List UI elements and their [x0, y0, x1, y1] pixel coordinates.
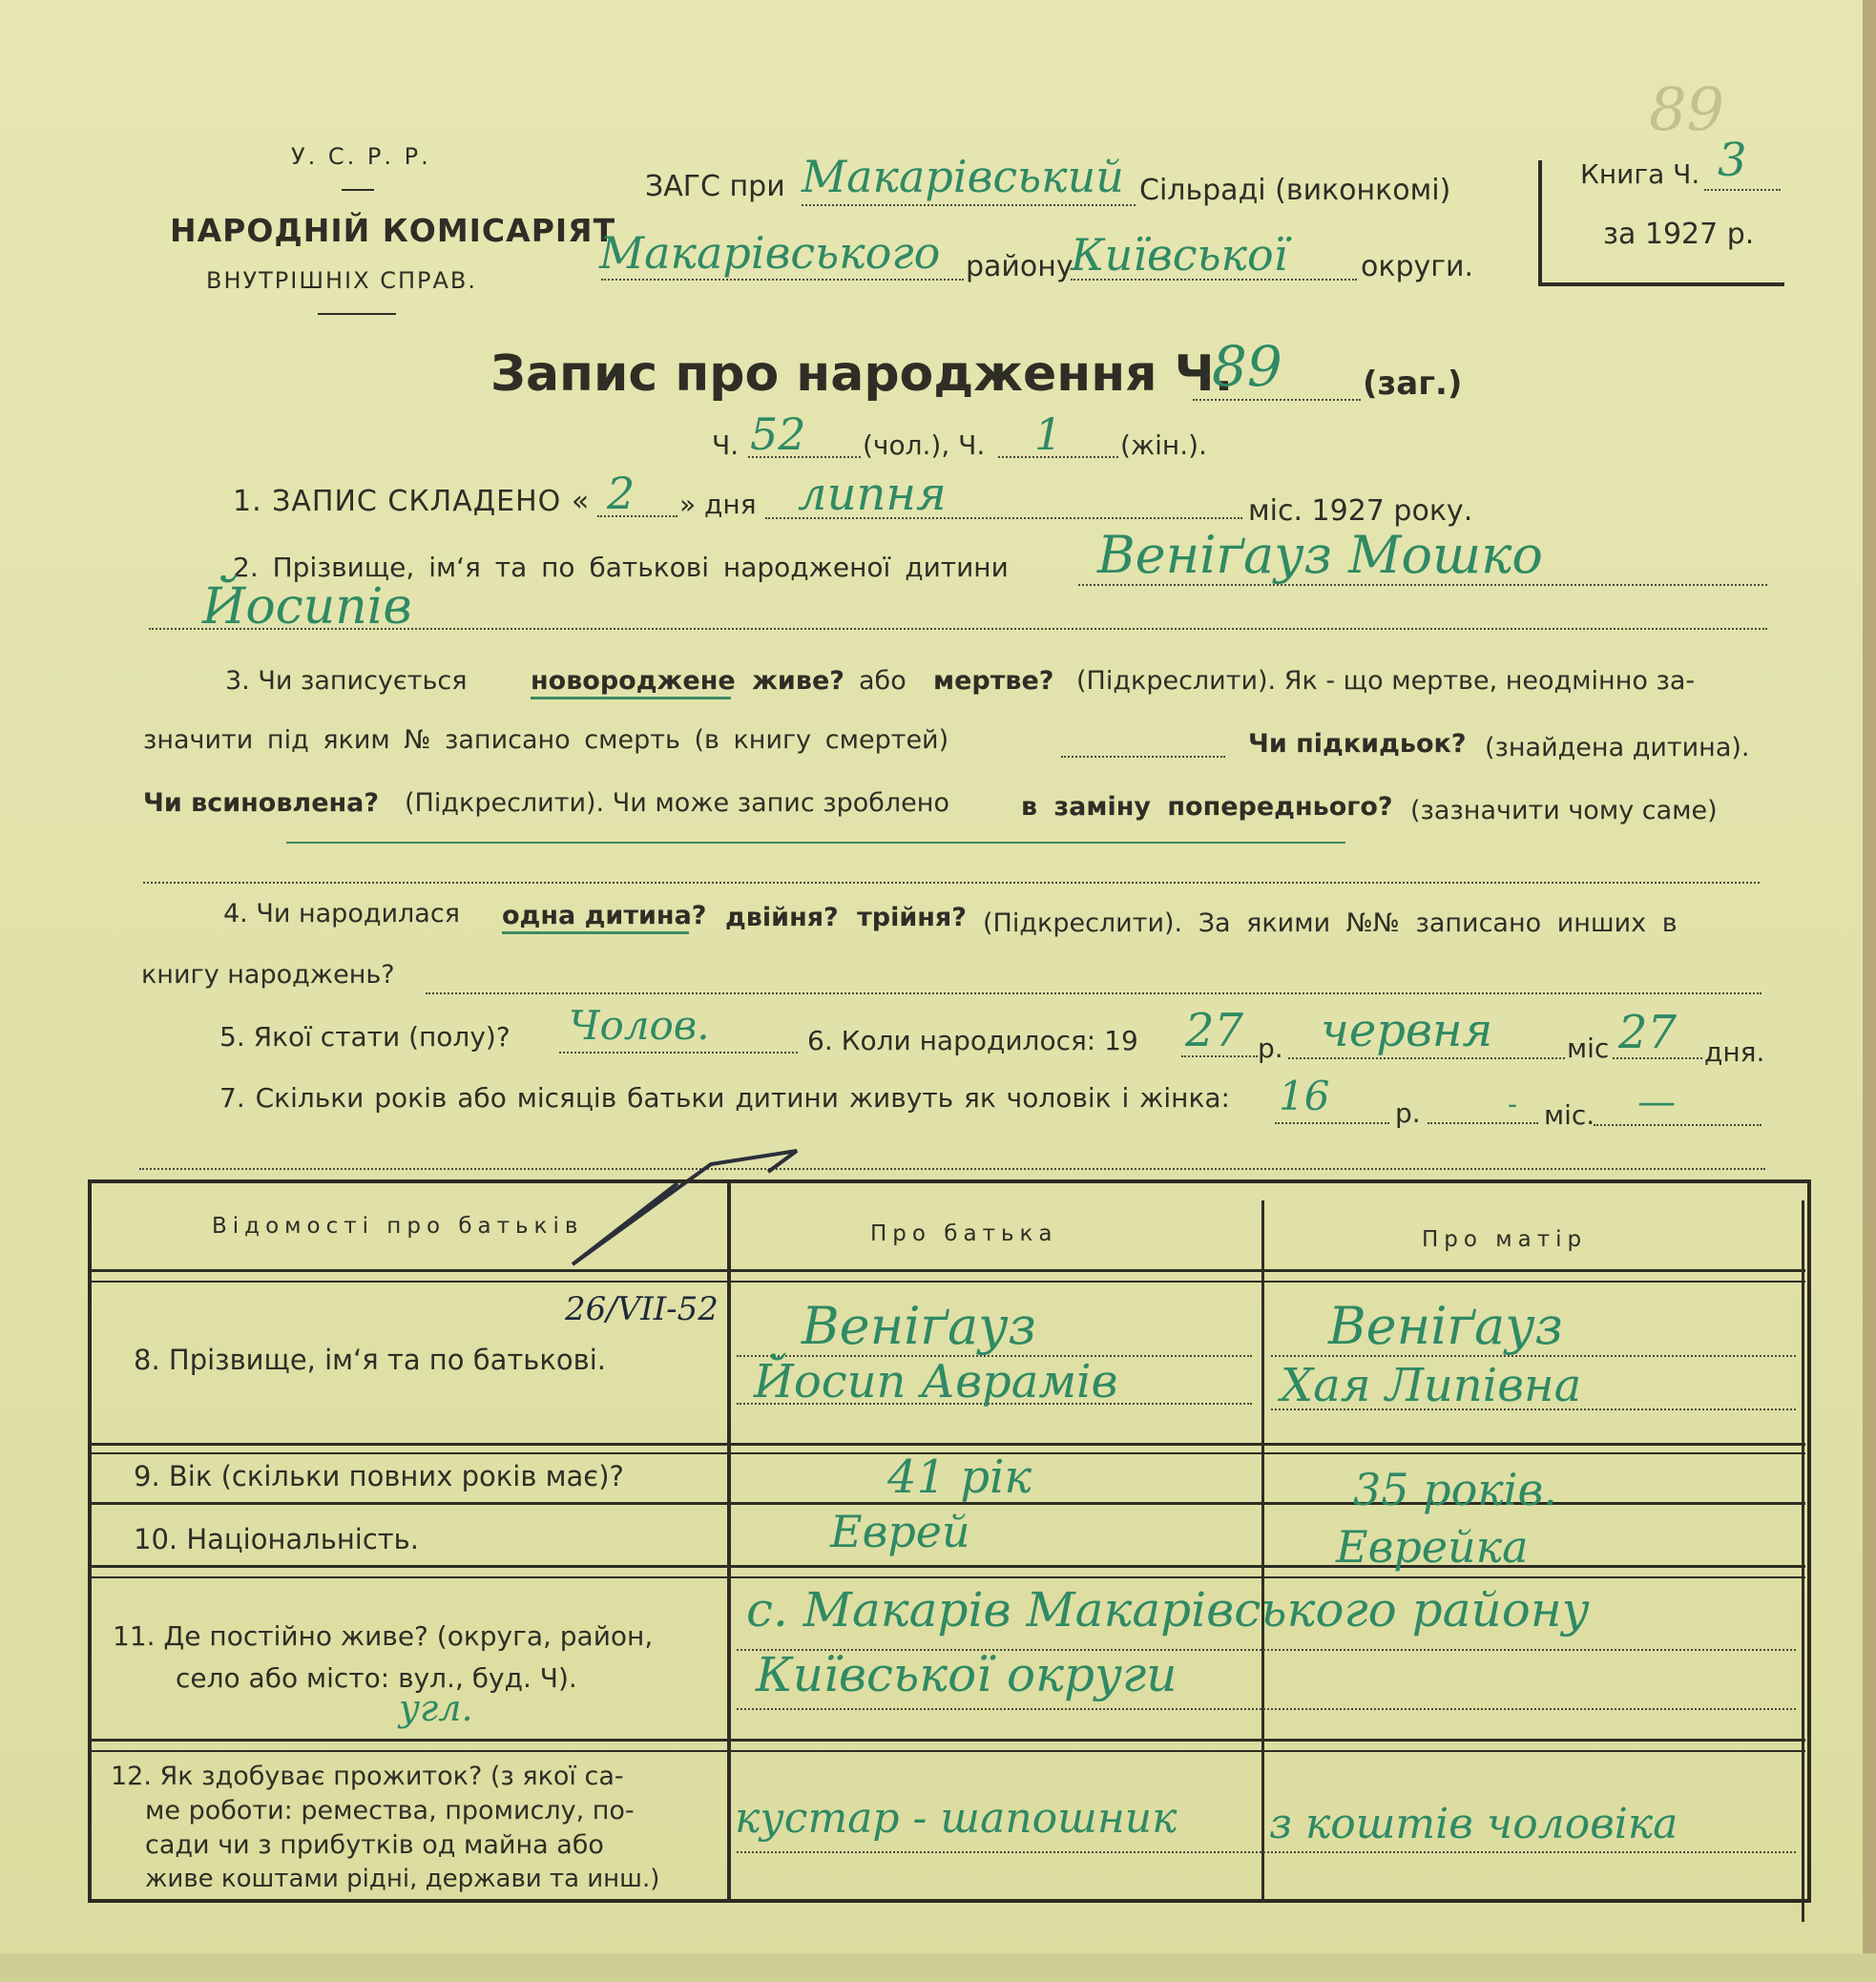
- mother-surname: Веніґауз: [1328, 1296, 1564, 1356]
- item7-label: 7. Скільки років або місяців батьки дитини живуть як чоловік і жінка:: [219, 1082, 1230, 1114]
- item3-end-line: [143, 882, 1760, 884]
- row8-label: 8. Прізвище, ім‘я та по батькові.: [134, 1344, 606, 1376]
- item3-l2c: (знайдена дитина).: [1485, 733, 1750, 762]
- item3-l3c: в заміну попереднього?: [1021, 792, 1393, 822]
- one-child-underline: [502, 931, 689, 934]
- father-nationality: Еврей: [830, 1506, 970, 1557]
- okruga-handwritten: Київської: [1071, 229, 1288, 281]
- item7-years: 16: [1279, 1073, 1330, 1119]
- item7-mis: міс.: [1544, 1099, 1595, 1131]
- item3-l1a: 3. Чи записується: [225, 666, 468, 696]
- item3-l1c: або: [859, 666, 907, 696]
- item7-dash-line: [1594, 1124, 1761, 1126]
- table-col-div2: [1261, 1200, 1264, 1903]
- item2-label: 2. Прізвище, ім‘я та по батькові народженої дитини: [233, 552, 1009, 583]
- item3-death-line: [1061, 756, 1225, 758]
- child-name-line1: Веніґауз Мошко: [1097, 525, 1543, 585]
- table-row-rule-11b: [92, 1750, 1805, 1752]
- book-label: Книга Ч.: [1580, 158, 1700, 190]
- mother-nationality: Еврейка: [1336, 1521, 1529, 1573]
- item5-label: 5. Якої стати (полу)?: [219, 1021, 511, 1053]
- previous-underline: [286, 842, 1345, 844]
- item3-l2a: значити під яким № записано смерть (в книгу смертей): [143, 725, 949, 755]
- archive-number: 89: [1649, 74, 1724, 144]
- col-header-parents: Відомості про батьків: [212, 1214, 584, 1239]
- item6-r: р.: [1258, 1033, 1283, 1064]
- row11-label-l2: село або місто: вул., буд. Ч).: [176, 1662, 577, 1694]
- father-occupation: кустар - шапошник: [735, 1794, 1178, 1843]
- mother-occupation: з коштів чоловіка: [1269, 1800, 1678, 1848]
- item3-l2b: Чи підкидьок?: [1248, 729, 1467, 759]
- item6-mis: міс: [1567, 1033, 1610, 1064]
- item5-value: Чолов.: [569, 1002, 710, 1049]
- row11-label-l1: 11. Де постійно живе? (округа, район,: [113, 1620, 654, 1652]
- item4-l1c: двійня? трійня?: [725, 903, 967, 932]
- col-header-father: Про батька: [870, 1221, 1058, 1246]
- book-number: 3: [1718, 134, 1747, 187]
- item6-month-line: [1288, 1057, 1565, 1059]
- living-dotline: [737, 1851, 1796, 1853]
- father-age: 41 рік: [887, 1450, 1032, 1504]
- father-surname: Веніґауз: [802, 1296, 1037, 1356]
- item3-l1e: (Підкреслити). Як - що мертве, неодмінно за-: [1076, 666, 1696, 696]
- item4-l1a: 4. Чи народилася: [223, 899, 460, 928]
- item6-dnya: дня.: [1704, 1036, 1765, 1068]
- item6-label: 6. Коли народилося: 19: [807, 1025, 1138, 1056]
- header-dash: [342, 189, 374, 191]
- record-number: 89: [1212, 334, 1282, 399]
- table-row-rule-10: [92, 1565, 1805, 1568]
- child-name-line2: Йосипів: [202, 578, 412, 636]
- internal-affairs-label: ВНУТРІШНІХ СПРАВ.: [206, 267, 477, 294]
- sub-ch-label: Ч.: [712, 429, 740, 461]
- row9-label: 9. Вік (скільки повних років має)?: [134, 1460, 624, 1492]
- item1-day: 2: [607, 468, 636, 519]
- item5-line: [559, 1052, 798, 1054]
- alive-underline: [531, 697, 731, 699]
- item3-l3b: (Підкреслити). Чи може запис зроблено: [405, 788, 949, 818]
- item7-years-line: [1275, 1122, 1389, 1124]
- item3-l1d: мертве?: [933, 666, 1054, 696]
- rayon-line: [601, 279, 964, 281]
- item7-end-line: [139, 1168, 1765, 1170]
- table-row-rule-11: [92, 1739, 1805, 1742]
- row12-label-l3: сади чи з прибутків од майна або: [145, 1830, 604, 1860]
- item7-dash: —: [1637, 1080, 1676, 1124]
- page-bottom-edge: [0, 1953, 1876, 1982]
- mother-age: 35 років.: [1353, 1464, 1557, 1515]
- row10-label: 10. Національність.: [134, 1523, 419, 1555]
- silradi-label: Сільраді (виконкомі): [1139, 174, 1451, 207]
- zags-line: [802, 204, 1136, 206]
- residence-line2: Київської округи: [756, 1647, 1178, 1702]
- table-col-div1: [727, 1183, 731, 1903]
- rayon-handwritten: Макарівського: [599, 227, 941, 279]
- table-row-rule-10b: [92, 1576, 1805, 1578]
- item1-middle: » дня: [679, 489, 757, 520]
- table-right-inner: [1802, 1200, 1804, 1922]
- item1-suffix: міс. 1927 року.: [1248, 494, 1473, 528]
- female-number: 1: [1034, 408, 1063, 460]
- col-header-mother: Про матір: [1422, 1227, 1588, 1252]
- record-title: Запис про народження Ч.: [490, 345, 1234, 403]
- father-name: Йосип Аврамів: [754, 1355, 1118, 1408]
- record-suffix: (заг.): [1363, 365, 1463, 403]
- item1-month: липня: [798, 468, 947, 521]
- item4-l1b: одна дитина?: [502, 901, 707, 930]
- table-header-rule2: [92, 1281, 1805, 1283]
- item3-l3d: (зазначити чому саме): [1410, 796, 1718, 825]
- item4-l1d: (Підкреслити). За якими №№ записано инших в: [983, 908, 1678, 938]
- commissariat-label: НАРОДНІЙ КОМІСАРІЯТ: [170, 212, 616, 249]
- male-label: (чол.), Ч.: [863, 429, 986, 461]
- zags-handwritten: Макарівський: [802, 151, 1124, 202]
- item6-month: червня: [1321, 1004, 1493, 1057]
- female-label: (жін.).: [1120, 429, 1207, 461]
- book-number-line: [1704, 189, 1781, 191]
- item3-l3a: Чи всиновлена?: [143, 788, 380, 818]
- book-box-left: [1538, 160, 1542, 284]
- okrugy-label: округи.: [1361, 250, 1474, 283]
- book-box-bottom: [1538, 282, 1784, 286]
- table-header-rule: [92, 1269, 1805, 1272]
- header-rule: [318, 313, 396, 315]
- item1-prefix: 1. ЗАПИС СКЛАДЕНО «: [233, 485, 591, 518]
- item4-line: [426, 992, 1761, 994]
- page-edge: [1863, 0, 1876, 1982]
- ussr-label: У. С. Р. Р.: [291, 143, 431, 170]
- row12-label-l4: живе коштами рідні, держави та инш.): [145, 1865, 660, 1893]
- item3-l1b: новороджене живе?: [531, 666, 844, 696]
- table-row-rule-8: [92, 1443, 1805, 1446]
- item6-year: 27: [1185, 1004, 1244, 1057]
- rayonu-label: району: [966, 250, 1073, 283]
- item4-l2: книгу народжень?: [141, 960, 395, 990]
- row12-label-l2: ме роботи: ремества, промислу, по-: [145, 1796, 635, 1826]
- row8-annotation: 26/VII-52: [565, 1290, 719, 1328]
- row11-margin-note: угл.: [399, 1687, 473, 1729]
- item6-day: 27: [1618, 1006, 1678, 1059]
- item7-months-line: [1428, 1122, 1538, 1124]
- zags-pri-label: ЗАГС при: [645, 170, 785, 203]
- male-number: 52: [750, 408, 806, 460]
- row12-label-l1: 12. Як здобуває прожиток? (з якої са-: [111, 1762, 624, 1791]
- residence-dotline-2: [737, 1708, 1796, 1710]
- mother-name: Хая Липівна: [1281, 1359, 1582, 1412]
- book-year: за 1927 р.: [1603, 218, 1755, 251]
- item7-r: р.: [1395, 1097, 1421, 1129]
- item7-months: -: [1508, 1088, 1518, 1121]
- residence-line1: с. Макарів Макарівського району: [746, 1582, 1590, 1638]
- record-number-line: [1193, 399, 1361, 401]
